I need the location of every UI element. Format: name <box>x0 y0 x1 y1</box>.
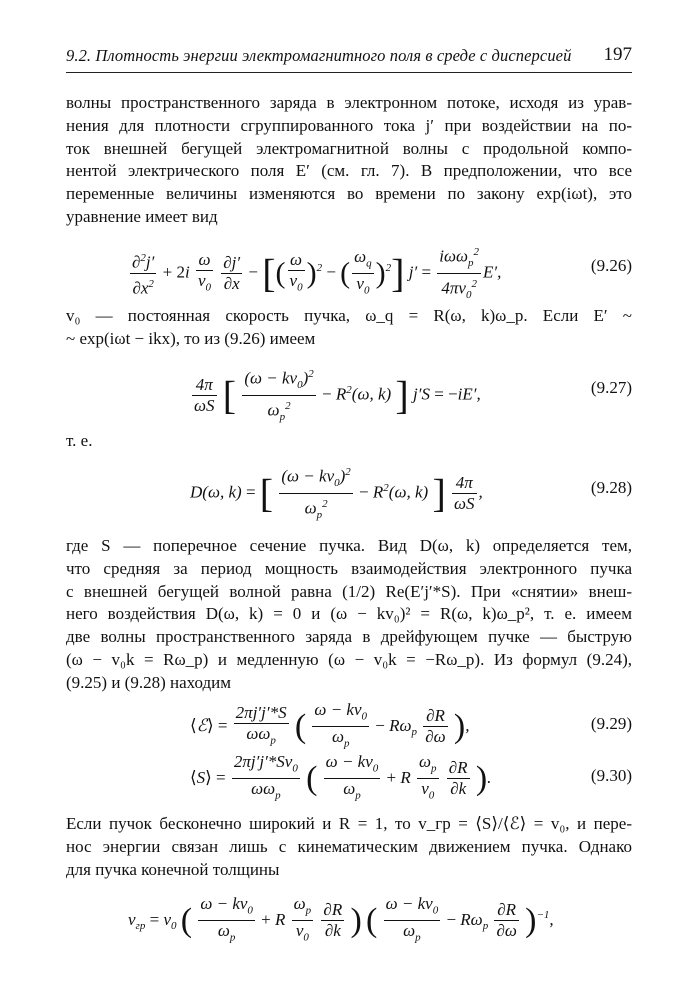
text-line: что средняя за период мощность взаимодействия электронного пучка <box>66 558 632 578</box>
page-number: 197 <box>603 44 632 65</box>
equation-body: ⟨S⟩ = $\frac{2\pi j'j'*Sv_0}{\omega\omega_p}$ ( $\frac{\omega - kv_0}{\omega_p}$ + R $\frac{\omega_p}{v_0}$ $\frac{\partial R}{\partial k}$ ). <box>190 752 492 802</box>
paragraph-2 <box>66 305 632 351</box>
equation-9-27 <box>66 362 632 424</box>
text-line: где S — поперечное сечение пучка. Вид D(ω, k) определяется тем, <box>66 536 632 555</box>
equation-number: (9.26) <box>590 256 632 275</box>
equation-body: $\frac{\partial^2j'}{\partial x^2}$ + 2i $\frac{\omega}{v_0}$ $\frac{\partial j'}{\partial x}$ − [( $\frac{\omega}{v_0}$ )$^2$ − ( $\frac{\omega_q}{v_0}$ )$^2$] j′ = $\frac{i\omega\omega_p^2}{4\pi v_0^2}$ E′, <box>128 242 501 305</box>
text-line: для пучка конечной толщины <box>66 859 280 879</box>
equation-number: (9.29) <box>590 714 632 733</box>
running-header <box>66 44 632 73</box>
text-line: (ω − v₀k = Rω_p) и медленную (ω − v₀k = −Rω_p). Из формул (9.24), <box>66 649 632 669</box>
text-line: нос энергии связан лишь с кинематическим движением пучка. Однако <box>66 836 632 856</box>
text-line: нентой электрического поля E′ (см. гл. 7). В предположении, что все <box>66 161 632 181</box>
text-line: Если пучок бесконечно широкий и R = 1, то v_гр = ⟨S⟩/⟨ℰ⟩ = v₀, и пере- <box>66 814 632 833</box>
equation-body: ⟨ℰ⟩ = $\frac{2\pi j'j'*S}{\omega\omega_p}$ ( $\frac{\omega - kv_0}{\omega_p}$ − $R\omega_p$ $\frac{\partial R}{\partial\omega}$ ), <box>190 700 470 750</box>
text-line: ток внешней бегущей электромагнитной волны с продольной компо- <box>66 138 632 158</box>
running-title: 9.2. Плотность энергии электромагнитного поля в среде с дисперсией <box>66 46 572 65</box>
text-line: ~ exp(iωt − ikx), то из (9.26) имеем <box>66 328 316 348</box>
equation-group-velocity <box>66 890 632 950</box>
text-line: уравнение имеет вид <box>66 206 218 226</box>
equation-number: (9.27) <box>590 378 632 397</box>
equation-9-28 <box>66 460 632 520</box>
text-line: нения для плотности сгруппированного тока j′ при воздействии на по- <box>66 115 632 135</box>
text-line: т. е. <box>66 431 93 450</box>
text-line: волны пространственного заряда в электронном потоке, исходя из урав- <box>66 93 632 112</box>
equation-9-29 <box>66 700 632 752</box>
paragraph-4 <box>66 535 632 695</box>
paragraph-1 <box>66 92 632 229</box>
equation-9-26 <box>66 238 632 302</box>
equation-number: (9.28) <box>590 478 632 497</box>
text-line: с внешней бегущей волной равна (1/2) Re(E′j′*S). При «снятии» внеш- <box>66 581 632 601</box>
paragraph-3 <box>66 430 632 453</box>
text-line: v₀ — постоянная скорость пучка, ω_q = R(ω, k)ω_p. Если E′ ~ <box>66 306 632 325</box>
paragraph-5 <box>66 813 632 881</box>
text-line: переменные величины изменяются во времени по закону exp(iωt), это <box>66 184 632 204</box>
equation-number: (9.30) <box>590 766 632 785</box>
equation-body: $\frac{4\pi}{\omega S}$ [ $\frac{(\omega - kv_0)^2}{\omega_p^2}$ − $R^2(\omega$, k) ] j′S = −iE′, <box>190 364 481 427</box>
text-line: него воздействия D(ω, k) = 0 и (ω − kv₀)² = R(ω, k)ω_p², т. е. имеем <box>66 604 632 624</box>
equation-body: D(ω, k) = [ $\frac{(\omega - kv_0)^2}{\omega_p^2}$ − $R^2(\omega$, k) ] $\frac{4\pi}{\omega S}$ , <box>190 462 483 525</box>
equation-body: $v_{гр} = v_0$ ( $\frac{\omega - kv_0}{\omega_p}$ + R $\frac{\omega_p}{v_0}$ $\frac{\partial R}{\partial k}$ ) ( $\frac{\omega - kv_0}{\omega_p}$ − $R\omega_p$ $\frac{\partial R}{\partial\omega}$ )$^{-1}$, <box>128 894 554 944</box>
text-line: (9.25) и (9.28) находим <box>66 672 232 692</box>
equation-9-30 <box>66 752 632 804</box>
text-line: две волны пространственного заряда в дрейфующем пучке — быструю <box>66 627 632 647</box>
